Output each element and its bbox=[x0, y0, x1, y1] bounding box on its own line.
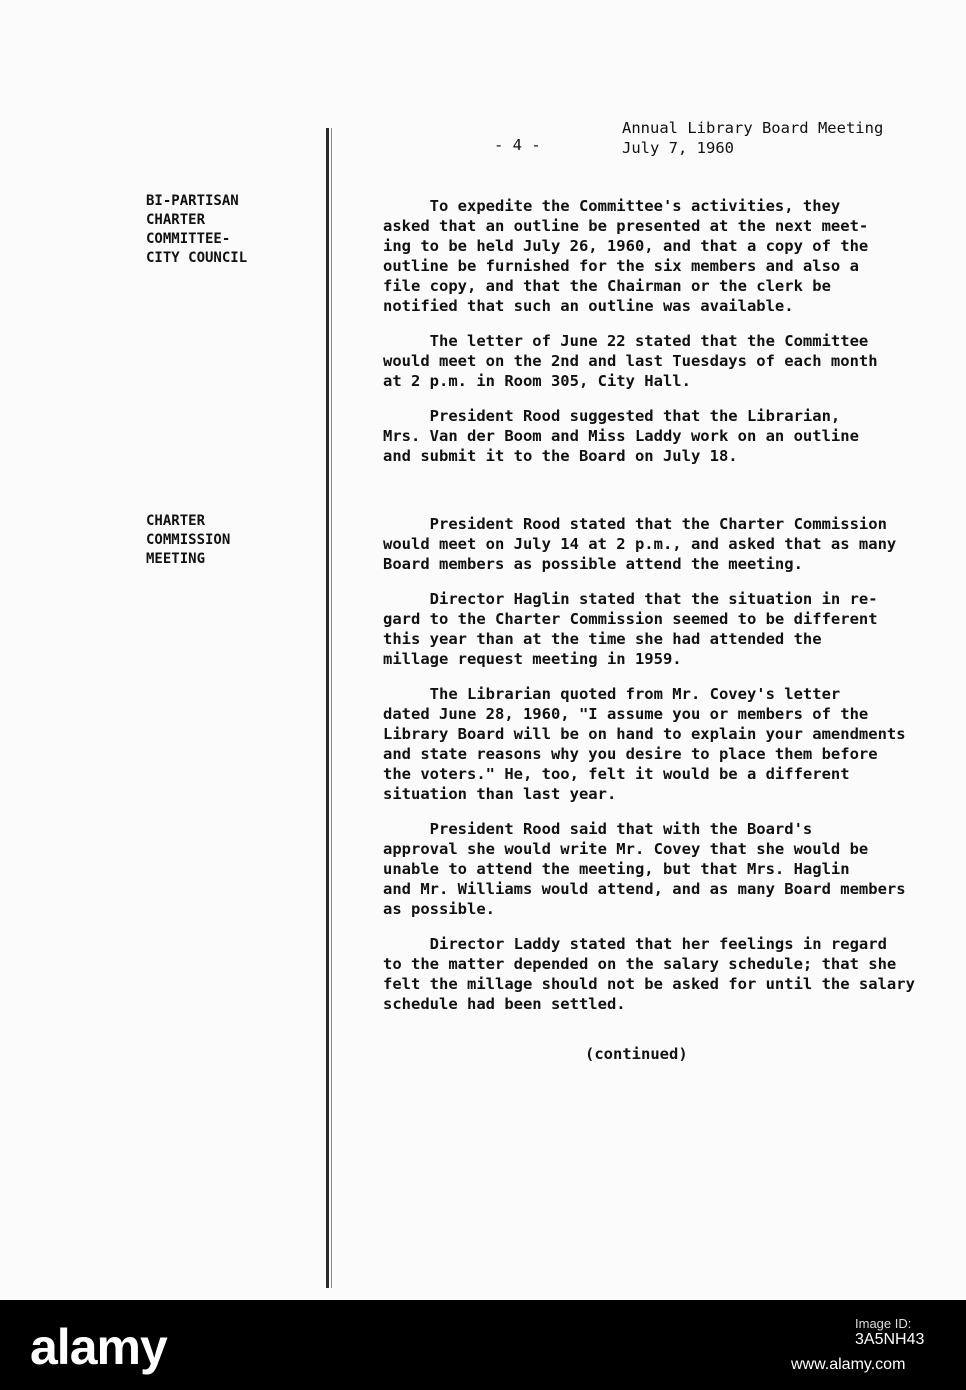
document-header bbox=[622, 118, 883, 158]
paragraph-outline-request: To expedite the Committee's activities, they asked that an outline be presented at the next meet- ing to be held July 26, 1960, and that a copy of the outline be furnished for the six members and also a file copy, and that the Chairman or the clerk be notified that such an outline was available. bbox=[383, 197, 869, 315]
paragraph-haglin-statement: Director Haglin stated that the situation in re- gard to the Charter Commission seemed to be different this year than at the time she had attended the millage request meeting in 1959. bbox=[383, 590, 878, 668]
image-id-block bbox=[855, 1316, 924, 1349]
margin-note-charter-commission: CHARTER COMMISSION MEETING bbox=[146, 513, 231, 567]
header-title: Annual Library Board Meeting bbox=[622, 119, 884, 137]
page-number: - 4 - bbox=[494, 136, 541, 154]
paragraph-outline-assignment: President Rood suggested that the Librarian, Mrs. Van der Boom and Miss Laddy work on an outline and submit it to the Board on July 18. bbox=[383, 407, 859, 465]
header-date: July 7, 1960 bbox=[622, 139, 734, 157]
paragraph-meeting-schedule: The letter of June 22 stated that the Committee would meet on the 2nd and last Tuesdays of each month at 2 p.m. in Room 305, City Hall. bbox=[383, 332, 878, 390]
body-section-1 bbox=[383, 196, 943, 481]
vertical-margin-rule bbox=[326, 128, 329, 1288]
continued-note: (continued) bbox=[585, 1045, 688, 1063]
margin-note-bipartisan-committee: BI-PARTISAN CHARTER COMMITTEE- CITY COUNCIL bbox=[146, 193, 248, 266]
image-id-value: 3A5NH43 bbox=[855, 1331, 925, 1348]
paragraph-laddy-statement: Director Laddy stated that her feelings in regard to the matter depended on the salary schedule; that she felt the millage should not be asked for until the salary schedule had been settled. bbox=[383, 935, 915, 1013]
image-id-label: Image ID: bbox=[855, 1316, 912, 1331]
site-url: www.alamy.com bbox=[791, 1356, 906, 1373]
body-section-2 bbox=[383, 514, 943, 1029]
alamy-logo: alamy bbox=[30, 1319, 167, 1375]
paragraph-covey-letter: The Librarian quoted from Mr. Covey's letter dated June 28, 1960, "I assume you or members of the Library Board will be on hand to explain your amendments and state reasons why you desire to place them before the voters." He, too, felt it would be a different situation than last year. bbox=[383, 685, 906, 803]
paragraph-rood-approval: President Rood said that with the Board's approval she would write Mr. Covey that she would be unable to attend the meeting, but that Mrs. Haglin and Mr. Williams would attend, and as many Board members as possible. bbox=[383, 820, 906, 918]
vertical-margin-rule-shadow bbox=[331, 128, 332, 1288]
paragraph-charter-meeting: President Rood stated that the Charter Commission would meet on July 14 at 2 p.m., and asked that as many Board members as possible attend the meeting. bbox=[383, 515, 897, 573]
